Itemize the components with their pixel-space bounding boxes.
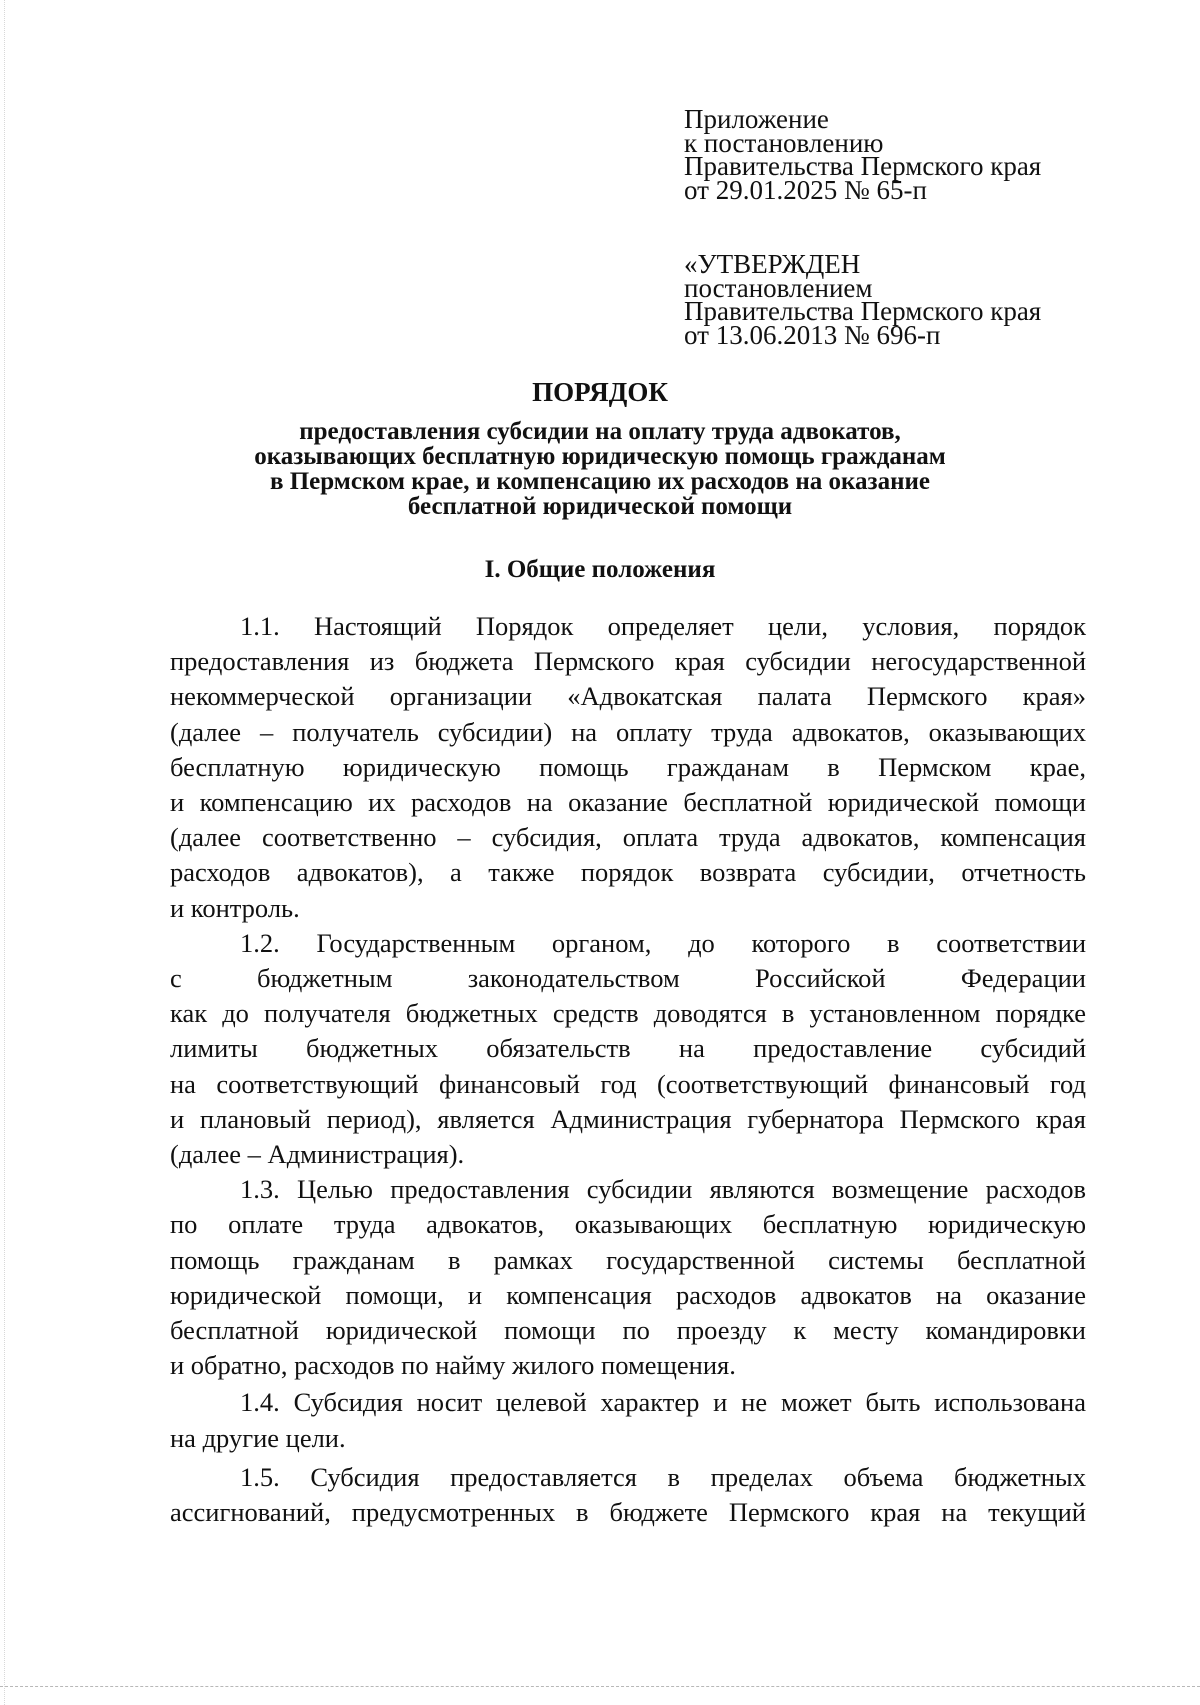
- text-line: с бюджетным законодательством Российской Федерации: [170, 963, 1086, 994]
- text-line: и плановый период), является Администрация губернатора Пермского края: [170, 1103, 1086, 1134]
- text-line: и компенсацию их расходов на оказание бесплатной юридической помощи: [170, 787, 1086, 818]
- scan-bottom-edge: [0, 1686, 1200, 1687]
- text-line: 1.5. Субсидия предоставляется в пределах объема бюджетных: [240, 1461, 1086, 1492]
- text-line: ассигнований, предусмотренных в бюджете Пермского края на текущий: [170, 1497, 1086, 1528]
- text-line: как до получателя бюджетных средств доводятся в установленном порядке: [170, 998, 1086, 1029]
- text-line: некоммерческой организации «Адвокатская палата Пермского края»: [170, 681, 1086, 712]
- attachment-line: Правительства Пермского края: [684, 151, 1042, 181]
- text-line: расходов адвокатов), а также порядок возврата субсидии, отчетность: [170, 857, 1086, 888]
- approved-line: «УТВЕРЖДЕН: [684, 249, 861, 279]
- subtitle-line: бесплатной юридической помощи: [407, 493, 793, 520]
- approved-line: постановлением: [684, 272, 873, 303]
- subtitle-line: предоставления субсидии на оплату труда адвокатов,: [299, 418, 901, 445]
- text-line: лимиты бюджетных обязательств на предоставление субсидий: [170, 1033, 1086, 1064]
- text-line: предоставления из бюджета Пермского края субсидии негосударственной: [170, 646, 1086, 677]
- attachment-line: Приложение: [684, 104, 829, 134]
- subtitle-line: в Пермском крае, и компенсацию их расходов на оказание: [269, 468, 931, 495]
- paragraph-1-2: [170, 926, 1086, 1172]
- text-line: 1.3. Целью предоставления субсидии являются возмещение расходов: [240, 1174, 1086, 1205]
- text-line: 1.2. Государственным органом, до которого в соответствии: [240, 927, 1086, 958]
- attachment-line: к постановлению: [684, 127, 884, 158]
- document-body: [170, 609, 1086, 1530]
- text-line: по оплате труда адвокатов, оказывающих бесплатную юридическую: [170, 1209, 1086, 1240]
- text-line: (далее – Администрация).: [170, 1139, 465, 1170]
- attachment-date-number: от 29.01.2025 № 65-п: [684, 174, 927, 205]
- text-line: юридической помощи, и компенсация расходов адвокатов на оказание: [170, 1279, 1086, 1310]
- text-line: бесплатную юридическую помощь гражданам в Пермском крае,: [170, 751, 1086, 782]
- paragraph-1-5: [170, 1460, 1086, 1530]
- text-line: на другие цели.: [170, 1422, 346, 1453]
- text-line: помощь гражданам в рамках государственной системы бесплатной: [170, 1244, 1086, 1275]
- text-line: (далее – получатель субсидии) на оплату труда адвокатов, оказывающих: [170, 716, 1086, 747]
- paragraph-1-3: [170, 1172, 1086, 1383]
- subtitle-line: оказывающих бесплатную юридическую помощь гражданам: [254, 443, 946, 470]
- text-line: и обратно, расходов по найму жилого помещения.: [170, 1350, 736, 1381]
- approved-line: Правительства Пермского края: [684, 296, 1042, 326]
- attachment-block: [684, 104, 1144, 205]
- text-line: (далее соответственно – субсидия, оплата труда адвокатов, компенсация: [170, 822, 1086, 853]
- approved-block: [684, 249, 1144, 350]
- text-line: бесплатной юридической помощи по проезду к месту командировки: [170, 1315, 1086, 1346]
- scan-edge-marks: [4, 0, 8, 1705]
- text-line: 1.1. Настоящий Порядок определяет цели, условия, порядок: [240, 611, 1086, 641]
- document-title: ПОРЯДОК: [532, 377, 668, 407]
- text-line: и контроль.: [170, 892, 300, 923]
- approved-date-number: от 13.06.2013 № 696-п: [684, 319, 941, 350]
- section-heading: I. Общие положения: [484, 556, 716, 583]
- text-line: 1.4. Субсидия носит целевой характер и не может быть использована: [240, 1387, 1086, 1418]
- paragraph-1-4: [170, 1385, 1086, 1455]
- text-line: на соответствующий финансовый год (соответствующий финансовый год: [170, 1068, 1086, 1099]
- document-subtitle: [0, 419, 1200, 519]
- paragraph-1-1: [170, 609, 1086, 926]
